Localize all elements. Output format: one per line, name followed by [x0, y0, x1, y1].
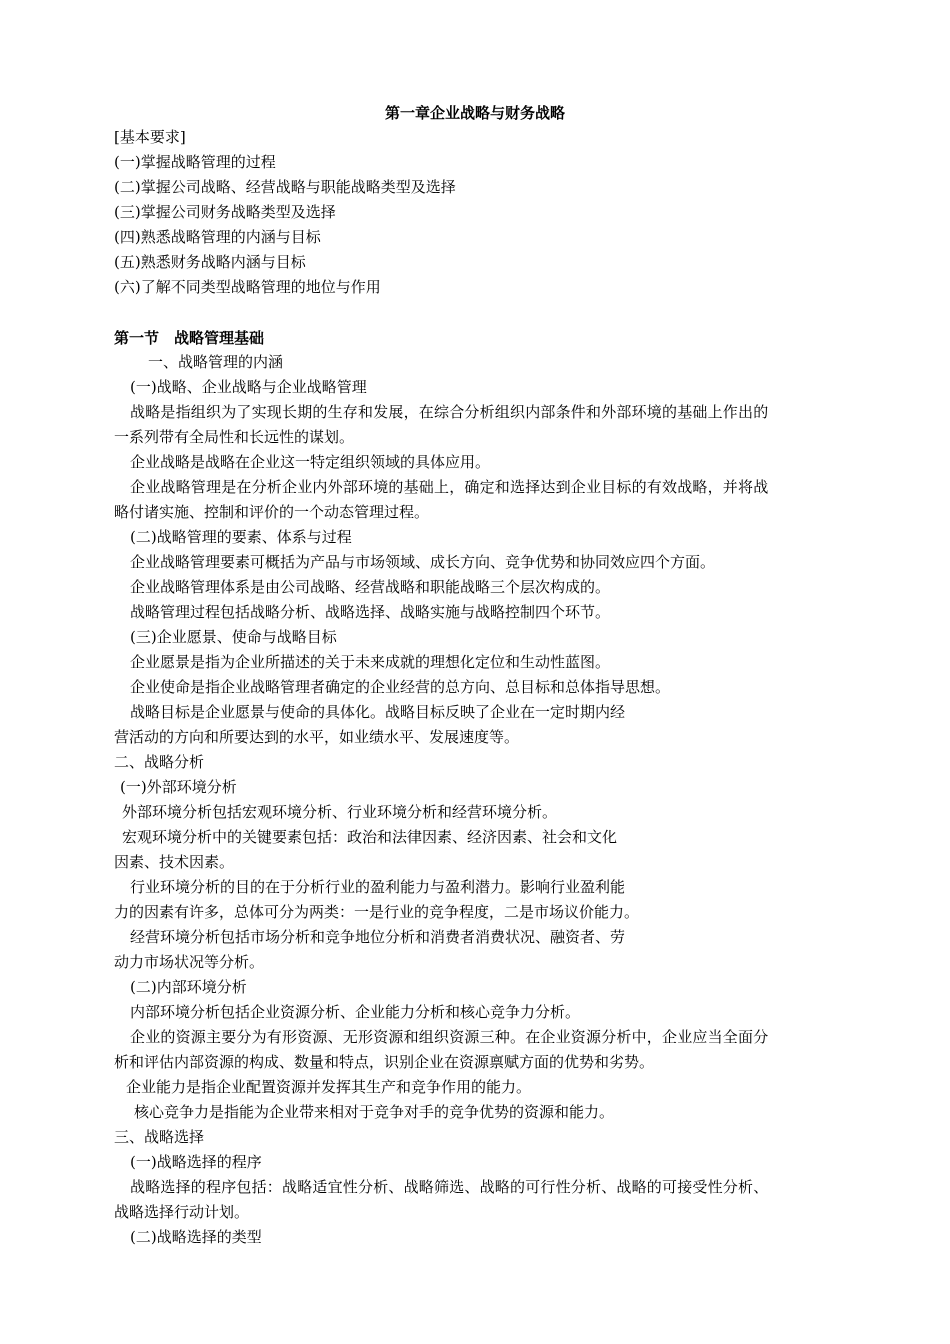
chapter-title: 第一章企业战略与财务战略	[384, 104, 565, 122]
heading-level2: (三)企业愿景、使命与战略目标	[130, 628, 337, 646]
heading-level2: (二)内部环境分析	[130, 978, 247, 996]
paragraph-line: 析和评估内部资源的构成、数量和特点，识别企业在资源禀赋方面的优势和劣势。	[114, 1053, 655, 1071]
paragraph-line: 企业战略管理体系是由公司战略、经营战略和职能战略三个层次构成的。	[130, 578, 611, 596]
paragraph-line: 经营环境分析包括市场分析和竞争地位分析和消费者消费状况、融资者、劳	[130, 928, 626, 946]
paragraph-line: 外部环境分析包括宏观环境分析、行业环境分析和经营环境分析。	[122, 803, 558, 821]
paragraph-line: 略付诸实施、控制和评价的一个动态管理过程。	[114, 503, 430, 521]
requirement-item: (五)熟悉财务战略内涵与目标	[114, 253, 306, 271]
paragraph-line: 企业战略是战略在企业这一特定组织领域的具体应用。	[130, 453, 491, 471]
section-title: 第一节 战略管理基础	[114, 329, 265, 347]
heading-level1: 一、战略管理的内涵	[148, 353, 284, 371]
paragraph-line: 行业环境分析的目的在于分析行业的盈利能力与盈利潜力。影响行业盈利能	[130, 878, 626, 896]
paragraph-line: 战略选择行动计划。	[114, 1203, 250, 1221]
paragraph-line: 企业使命是指企业战略管理者确定的企业经营的总方向、总目标和总体指导思想。	[130, 678, 671, 696]
paragraph-line: 力的因素有许多，总体可分为两类：一是行业的竞争程度，二是市场议价能力。	[114, 903, 640, 921]
requirement-item: (一)掌握战略管理的过程	[114, 153, 276, 171]
paragraph-line: 企业战略管理是在分析企业内外部环境的基础上，确定和选择达到企业目标的有效战略，并将战	[130, 478, 769, 496]
requirement-item: (二)掌握公司战略、经营战略与职能战略类型及选择	[114, 178, 456, 196]
heading-level2: (一)外部环境分析	[120, 778, 237, 796]
paragraph-line: 战略目标是企业愿景与使命的具体化。战略目标反映了企业在一定时期内经	[130, 703, 626, 721]
heading-level2: (一)战略选择的程序	[130, 1153, 262, 1171]
paragraph-line: 核心竞争力是指能为企业带来相对于竞争对手的竞争优势的资源和能力。	[134, 1103, 615, 1121]
paragraph-line: 战略是指组织为了实现长期的生存和发展，在综合分析组织内部条件和外部环境的基础上作出的	[130, 403, 769, 421]
paragraph-line: 一系列带有全局性和长远性的谋划。	[114, 428, 355, 446]
paragraph-line: 战略管理过程包括战略分析、战略选择、战略实施与战略控制四个环节。	[130, 603, 611, 621]
requirements-header: [基本要求]	[114, 128, 186, 146]
paragraph-line: 宏观环境分析中的关键要素包括：政治和法律因素、经济因素、社会和文化	[122, 828, 618, 846]
heading-level1: 三、战略选择	[114, 1128, 205, 1146]
paragraph-line: 企业愿景是指为企业所描述的关于未来成就的理想化定位和生动性蓝图。	[130, 653, 611, 671]
heading-level2: (一)战略、企业战略与企业战略管理	[130, 378, 367, 396]
paragraph-line: 动力市场状况等分析。	[114, 953, 265, 971]
heading-level1: 二、战略分析	[114, 753, 205, 771]
requirement-item: (六)了解不同类型战略管理的地位与作用	[114, 278, 381, 296]
paragraph-line: 内部环境分析包括企业资源分析、企业能力分析和核心竞争力分析。	[130, 1003, 581, 1021]
paragraph-line: 企业能力是指企业配置资源并发挥其生产和竞争作用的能力。	[126, 1078, 532, 1096]
paragraph-line: 营活动的方向和所要达到的水平，如业绩水平、发展速度等。	[114, 728, 520, 746]
paragraph-line: 企业战略管理要素可概括为产品与市场领域、成长方向、竞争优势和协同效应四个方面。	[130, 553, 716, 571]
paragraph-line: 企业的资源主要分为有形资源、无形资源和组织资源三种。在企业资源分析中，企业应当全面分	[130, 1028, 769, 1046]
paragraph-line: 因素、技术因素。	[114, 853, 235, 871]
heading-level2: (二)战略选择的类型	[130, 1228, 262, 1246]
paragraph-line: 战略选择的程序包括：战略适宜性分析、战略筛选、战略的可行性分析、战略的可接受性分析、	[130, 1178, 769, 1196]
heading-level2: (二)战略管理的要素、体系与过程	[130, 528, 352, 546]
requirement-item: (四)熟悉战略管理的内涵与目标	[114, 228, 321, 246]
requirement-item: (三)掌握公司财务战略类型及选择	[114, 203, 336, 221]
